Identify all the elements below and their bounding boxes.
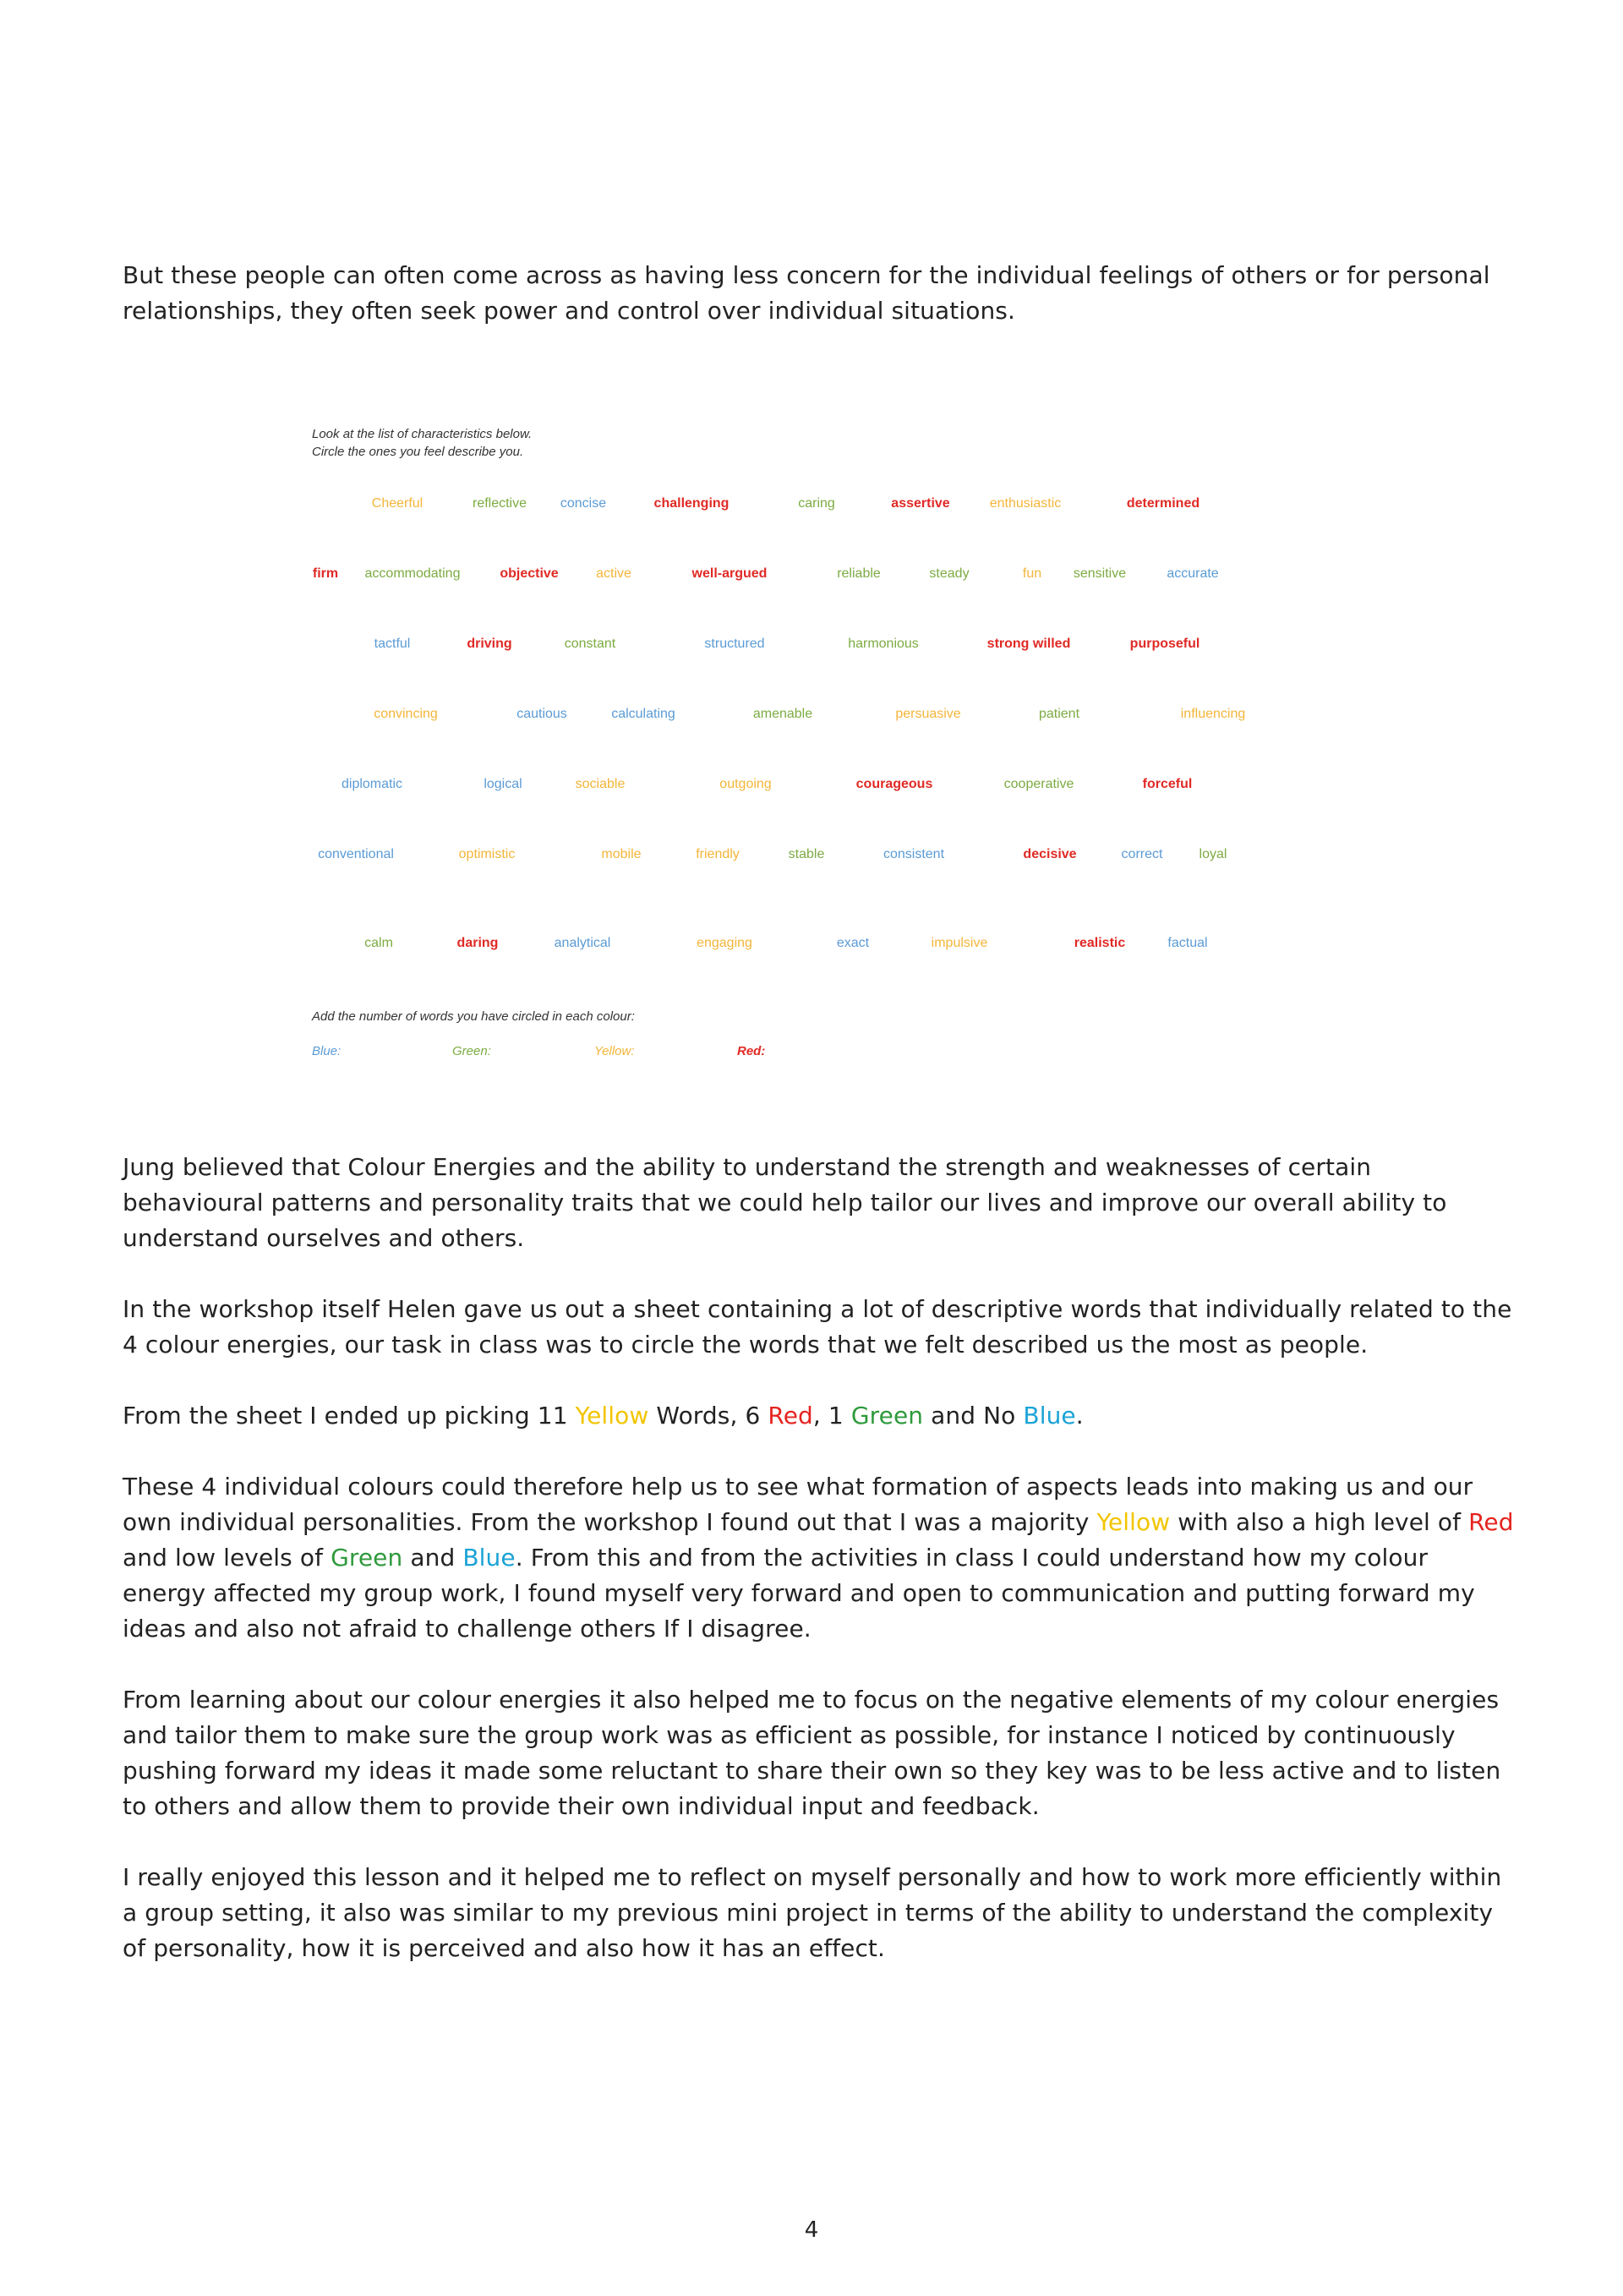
total-label-yellow: Yellow: (594, 1044, 635, 1058)
green-word: Green (331, 1544, 403, 1572)
characteristic-word: objective (500, 566, 559, 581)
formation-text-part: and low levels of (123, 1544, 331, 1572)
characteristic-word: caring (798, 496, 835, 511)
characteristic-word: structured (704, 637, 765, 651)
characteristic-word: outgoing (719, 777, 772, 791)
characteristic-word: strong willed (986, 637, 1071, 651)
characteristic-word: constant (564, 637, 616, 651)
characteristic-word: sociable (575, 777, 626, 791)
characteristic-word: factual (1167, 936, 1208, 950)
negative-elements-paragraph (123, 1682, 1517, 1824)
characteristic-word: forceful (1142, 777, 1193, 791)
characteristic-word: amenable (752, 707, 813, 721)
yellow-word: Yellow (1096, 1508, 1171, 1536)
jung-paragraph (123, 1150, 1517, 1256)
characteristic-word: steady (929, 566, 970, 581)
characteristic-word: assertive (891, 496, 950, 511)
worksheet-instruction-1: Look at the list of characteristics below. (312, 427, 533, 441)
formation-text-part: with also a high level of (1170, 1508, 1469, 1536)
enjoyed-text: I really enjoyed this lesson and it helped me to reflect on myself personally and how to work more efficiently within a group setting, it also was similar to my previous mini project in terms of the ability to understand the complexity of personality, how it is perceived and also how it has an effect. (123, 1863, 1502, 1962)
characteristic-word: logical (484, 777, 522, 791)
characteristic-word: challenging (653, 496, 730, 511)
red-word: Red (1468, 1508, 1514, 1536)
characteristic-word: active (596, 566, 631, 581)
characteristic-word: fun (1022, 566, 1042, 581)
characteristic-word: realistic (1074, 936, 1126, 950)
jung-text: Jung believed that Colour Energies and the ability to understand the strength and weaknesses of certain behavioural patterns and personality traits that we could help tailor our lives and improve our overall ability to understand ourselves and others. (123, 1153, 1447, 1252)
intro-paragraph (123, 258, 1517, 329)
worksheet-instruction-2: Circle the ones you feel describe you. (312, 445, 524, 459)
characteristic-word: decisive (1023, 847, 1077, 861)
formation-text-part: and (402, 1544, 463, 1572)
characteristic-word: diplomatic (341, 777, 403, 791)
picking-text-part: From the sheet I ended up picking 11 (123, 1402, 576, 1430)
picking-paragraph (123, 1398, 1517, 1434)
characteristic-word: accommodating (364, 566, 461, 581)
blue-word: Blue (1023, 1402, 1076, 1430)
formation-text (123, 1469, 1517, 1647)
characteristic-word: exact (836, 936, 870, 950)
picking-text-part: , 1 (812, 1402, 851, 1430)
characteristic-word: concise (560, 496, 607, 511)
characteristic-word: tactful (374, 637, 411, 651)
characteristic-word: driving (467, 637, 512, 651)
characteristic-word: patient (1038, 707, 1080, 721)
characteristic-word: sensitive (1073, 566, 1127, 581)
characteristic-word: firm (312, 566, 339, 581)
colour-energy-worksheet (300, 418, 1272, 1069)
total-label-green: Green: (452, 1044, 491, 1058)
characteristic-word: persuasive (895, 707, 961, 721)
total-label-blue: Blue: (312, 1044, 342, 1058)
characteristic-word: enthusiastic (989, 496, 1062, 511)
characteristic-word: determined (1126, 496, 1200, 511)
characteristic-word: impulsive (931, 936, 988, 950)
characteristic-word: stable (788, 847, 825, 861)
characteristic-word: courageous (855, 777, 933, 791)
characteristic-word: daring (456, 936, 499, 950)
characteristic-word: reliable (837, 566, 881, 581)
workshop-paragraph (123, 1292, 1517, 1363)
picking-text (123, 1398, 1517, 1434)
characteristic-word: calculating (611, 707, 675, 721)
characteristic-word: engaging (697, 936, 752, 950)
formation-text-part: These 4 individual colours could therefore help us to see what formation of aspects leads into making us and our own individual personalities. From the workshop I found out that I was a majority (123, 1473, 1473, 1536)
characteristic-word: harmonious (848, 637, 919, 651)
characteristic-word: mobile (601, 847, 642, 861)
red-word: Red (768, 1402, 813, 1430)
green-word: Green (850, 1402, 924, 1430)
picking-text-part: Words, 6 (648, 1402, 768, 1430)
characteristic-word: friendly (696, 847, 740, 861)
page-number: 4 (804, 2217, 819, 2243)
negative-elements-text: From learning about our colour energies it also helped me to focus on the negative elements of my colour energies and tailor them to make sure the group work was as efficient as possible, for instance I noticed by continuously pushing forward my ideas it made some reluctant to share their own so they key was to be less active and to listen to others and allow them to provide their own individual input and feedback. (123, 1686, 1501, 1820)
characteristic-word: conventional (318, 847, 394, 861)
picking-text-part: and No (923, 1402, 1024, 1430)
characteristic-word: correct (1121, 847, 1163, 861)
picking-text-part: . (1075, 1402, 1084, 1430)
characteristic-word: Cheerful (371, 496, 424, 511)
characteristic-word: influencing (1180, 707, 1246, 721)
characteristic-word: loyal (1199, 847, 1227, 861)
characteristic-word: accurate (1167, 566, 1219, 581)
characteristic-word: consistent (883, 847, 945, 861)
characteristic-word: cooperative (1003, 777, 1074, 791)
intro-text: But these people can often come across as having less concern for the individual feelings of others or for personal relationships, they often seek power and control over individual situations. (123, 261, 1490, 325)
characteristic-word: analytical (554, 936, 611, 950)
formation-text-part: . From this and from the activities in class I could understand how my colour energy affected my group work, I found myself very forward and open to communication and putting forward my ideas and also not afraid to challenge others If I disagree. (123, 1544, 1475, 1643)
enjoyed-paragraph (123, 1860, 1517, 1966)
characteristic-word: convincing (374, 707, 438, 721)
total-label-red: Red: (737, 1044, 766, 1058)
characteristic-word: reflective (472, 496, 527, 511)
characteristic-word: calm (364, 936, 393, 950)
totals-instruction: Add the number of words you have circled in each colour: (312, 1009, 635, 1024)
characteristic-word: cautious (516, 707, 567, 721)
characteristic-word: optimistic (458, 847, 516, 861)
yellow-word: Yellow (575, 1402, 649, 1430)
characteristic-word: well-argued (691, 566, 768, 581)
workshop-text: In the workshop itself Helen gave us out a sheet containing a lot of descriptive words that individually related to the 4 colour energies, our task in class was to circle the words that we felt described us the most as people. (123, 1295, 1512, 1358)
blue-word: Blue (462, 1544, 516, 1572)
formation-paragraph (123, 1469, 1517, 1647)
characteristic-word: purposeful (1129, 637, 1200, 651)
